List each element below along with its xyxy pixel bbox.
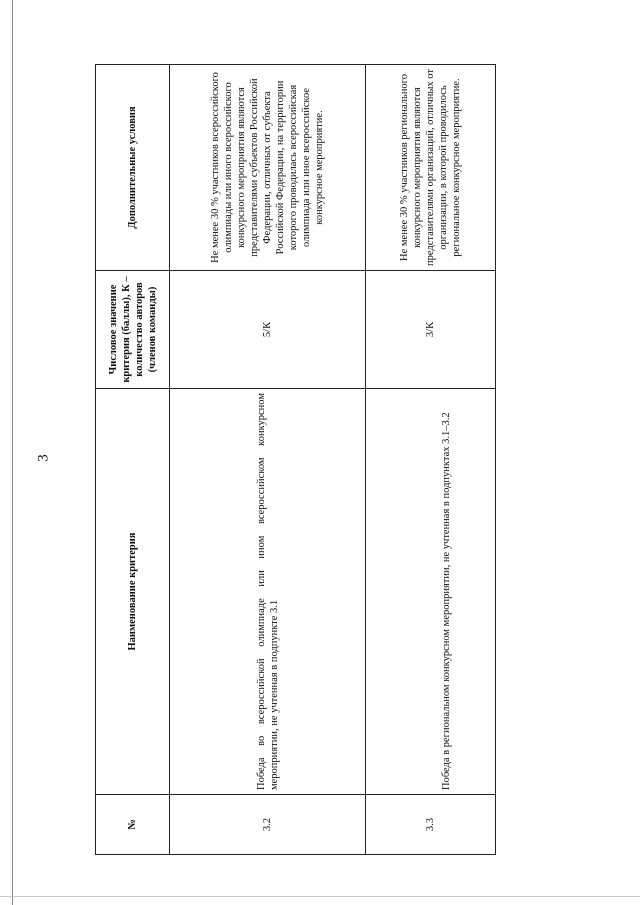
table-row: [366, 65, 496, 855]
row-criterion-name: Победа в региональном конкурсном мероприятии, не учтенная в подпунктах 3.1–3.2: [366, 389, 496, 795]
page-left-edge: [12, 0, 13, 905]
rotated-sheet: [95, 65, 495, 855]
row-conditions: Не менее 30 % участников всероссийского олимпиады или иного всероссийского конкурсного мероприятия являются представителями субъектов Российской Федерации, отличных от субъекта Российской Федерации, на территории которого проводилась всероссийская олимпиада или иное всероссийское конкурсное мероприятие.: [170, 65, 366, 271]
table-row: [170, 65, 366, 855]
header-score: Числовое значение критерия (баллы), К – количество авторов (членов команды): [96, 271, 170, 389]
page-bottom-edge: [0, 896, 640, 897]
table-header-row: [96, 65, 170, 855]
page-number: 3: [35, 454, 52, 462]
row-number: 3.3: [366, 795, 496, 855]
header-criterion-name: Наименование критерия: [96, 389, 170, 795]
row-number: 3.2: [170, 795, 366, 855]
header-number: №: [96, 795, 170, 855]
row-score: 5/К: [170, 271, 366, 389]
header-conditions: Дополнительные условия: [96, 65, 170, 271]
row-conditions: Не менее 30 % участников регионального конкурсного мероприятия являются представителями организаций, отличных от организации, в которой проводилось региональное конкурсное мероприятие.: [366, 65, 496, 271]
row-score: 3/К: [366, 271, 496, 389]
row-criterion-name: Победа во всероссийской олимпиаде или ином всероссийском конкурсном мероприятии, не учтенная в подпункте 3.1: [170, 389, 366, 795]
criteria-table: [95, 64, 496, 855]
